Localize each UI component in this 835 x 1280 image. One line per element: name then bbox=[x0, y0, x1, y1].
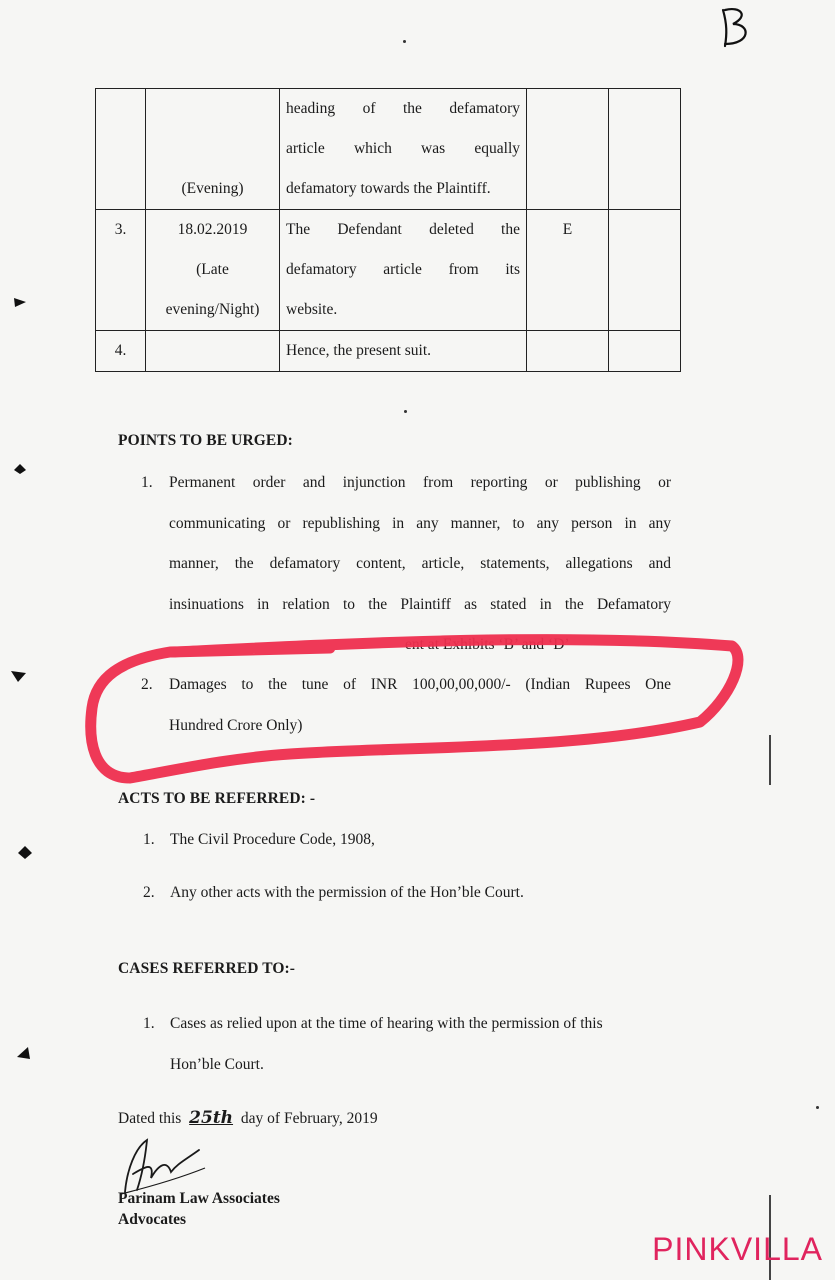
row-event: Hence, the present suit. bbox=[280, 331, 527, 372]
table-row bbox=[96, 210, 681, 331]
row-remarks bbox=[609, 331, 681, 372]
row-date: 18.02.2019 (Late evening/Night) bbox=[146, 210, 280, 331]
row-number: 4. bbox=[96, 331, 146, 372]
punch-hole-icon bbox=[16, 845, 34, 861]
row-remarks bbox=[609, 89, 681, 210]
point-item bbox=[141, 463, 671, 633]
firm-name: Parinam Law Associates bbox=[118, 1190, 280, 1207]
row-event: heading of the defamatory article which was equally defamatory towards the Plaintiff. bbox=[280, 89, 527, 210]
punch-hole-icon bbox=[16, 1045, 34, 1061]
act-item: 1. The Civil Procedure Code, 1908, bbox=[143, 831, 375, 848]
scan-edge-line bbox=[769, 735, 771, 785]
row-number: 3. bbox=[96, 210, 146, 331]
point-number: 2. bbox=[141, 676, 153, 693]
point-text: Permanent order and injunction from reporting or publishing or communicating or republishing in any manner, to any person in any manner, the defamatory content, article, statements, allegations and insinuations in relation to the Plaintiff as stated in the Defamatory bbox=[169, 474, 671, 613]
cases-heading: CASES REFERRED TO:- bbox=[118, 960, 296, 977]
point-partial-text: ent at Exhibits ‘B’ and ‘D’ bbox=[405, 636, 570, 653]
watermark-logo: PINKVILLA bbox=[652, 1231, 823, 1267]
punch-hole-icon bbox=[12, 294, 28, 310]
row-exhibit bbox=[527, 331, 609, 372]
table-row bbox=[96, 89, 681, 210]
chronology-table bbox=[95, 88, 681, 372]
row-date: (Evening) bbox=[146, 89, 280, 210]
handwritten-day: 25th bbox=[189, 1108, 234, 1128]
acts-heading: ACTS TO BE REFERRED: - bbox=[118, 790, 316, 807]
row-number bbox=[96, 89, 146, 210]
table-row bbox=[96, 331, 681, 372]
row-event: The Defendant deleted the defamatory article from its website. bbox=[280, 210, 527, 331]
row-exhibit: E bbox=[527, 210, 609, 331]
page-mark-b bbox=[715, 4, 755, 48]
point-number: 1. bbox=[141, 474, 153, 491]
points-heading: POINTS TO BE URGED: bbox=[118, 432, 293, 449]
case-item: 1. Cases as relied upon at the time of hearing with the permission of this Hon’ble Court. bbox=[143, 1015, 603, 1073]
row-exhibit bbox=[527, 89, 609, 210]
row-remarks bbox=[609, 210, 681, 331]
advocates-label: Advocates bbox=[118, 1211, 187, 1228]
act-item: 2. Any other acts with the permission of the Hon’ble Court. bbox=[143, 884, 524, 901]
point-text: Damages to the tune of INR 100,00,00,000/- (Indian Rupees One Hundred Crore Only) bbox=[169, 676, 671, 734]
highlight-circle bbox=[80, 618, 746, 788]
page-mark-label bbox=[0, 0, 1, 1]
row-date bbox=[146, 331, 280, 372]
dated-line: Dated this 25th day of February, 2019 bbox=[118, 1108, 378, 1128]
punch-hole-icon bbox=[12, 462, 28, 478]
punch-hole-icon bbox=[10, 668, 28, 684]
